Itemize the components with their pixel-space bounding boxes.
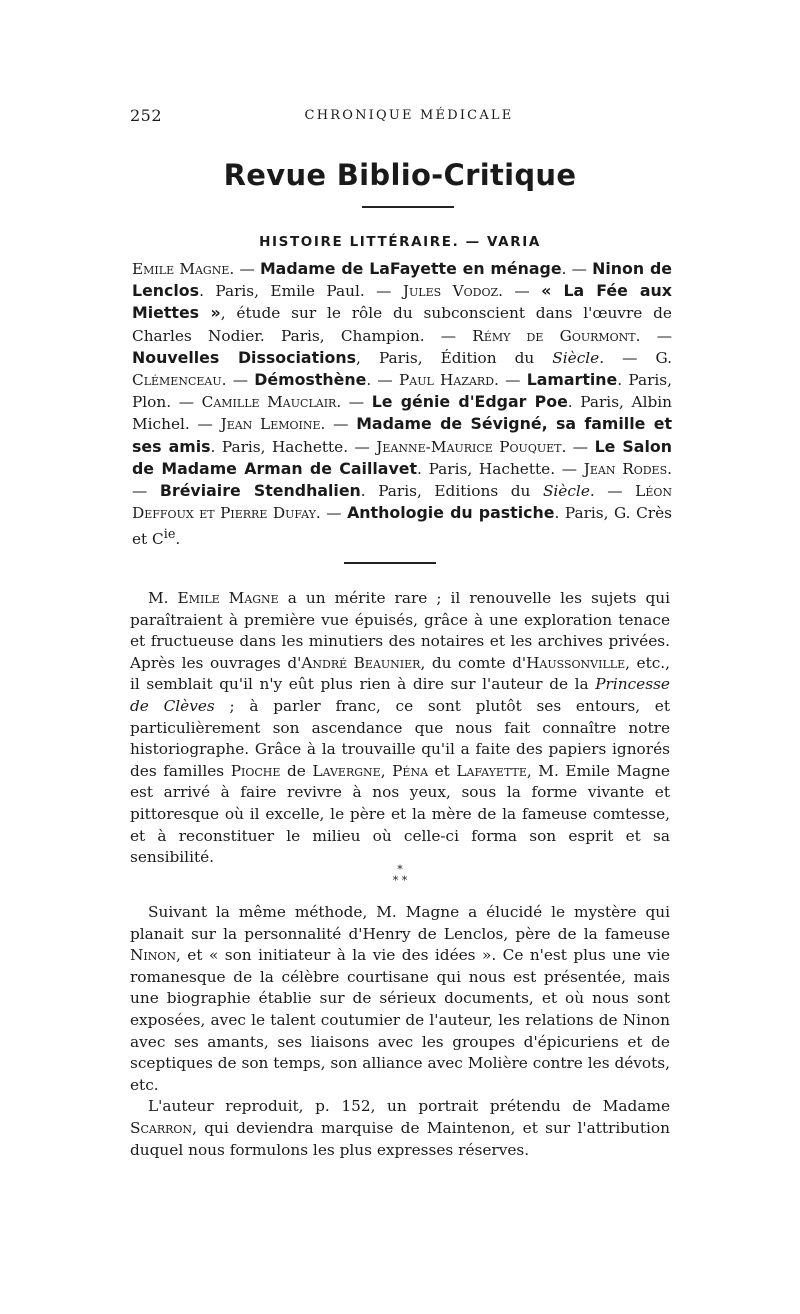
text-run: , <box>380 761 393 780</box>
biblio-author: Jean Lemoine <box>220 415 321 434</box>
text-run: , et « son initiateur à la vie des idées ». Ce n'est plus une vie romanesque de la célèbre courtisane qui nous est présentée, mais une biographie établie sur de sérieux documents, et où nous sont exposées, avec le talent coutumier de l'auteur, les relations de Ninon avec ses amants, ses liaisons avec les groupes d'épicuriens et de sceptiques de son temps, son alliance avec Molière contre les dévots, etc. <box>130 946 670 1094</box>
biblio-author: Léon Deffoux et Pierre Dufay <box>132 482 672 523</box>
biblio-publisher: . Paris, G. Crès et C <box>132 504 672 549</box>
biblio-title: Le génie d'Edgar Poe <box>371 392 568 412</box>
biblio-author: Paul Hazard <box>398 371 495 390</box>
asterism-bottom: * * <box>392 874 408 887</box>
biblio-publisher: . Paris, Emile Paul. — <box>199 282 403 301</box>
text-run: L'auteur reproduit, p. 152, un portrait prétendu de Madame <box>148 1097 670 1116</box>
biblio-sep: . — <box>494 371 527 390</box>
biblio-publisher: . Paris, Editions du <box>360 482 543 501</box>
title-divider <box>362 206 454 208</box>
biblio-sep: . — <box>635 326 672 345</box>
biblio-title: Démosthène <box>254 370 367 390</box>
biblio-sep: . — <box>561 260 593 278</box>
running-head: CHRONIQUE MÉDICALE <box>304 108 514 123</box>
biblio-author: G. Clémenceau <box>132 348 672 390</box>
biblio-sep: . — <box>132 459 672 501</box>
biblio-title: « La Fée aux Miettes » <box>132 281 672 323</box>
page-header <box>130 106 688 130</box>
biblio-publisher: . Paris, Plon. — <box>132 371 673 412</box>
page-title: Revue Biblio-Critique <box>223 158 577 192</box>
bibliography-list <box>132 258 672 551</box>
paragraph-1 <box>130 588 670 869</box>
text-run: , qui deviendra marquise de Maintenon, et sur l'attribution duquel nous formulons les plus expresses réserves. <box>130 1118 670 1159</box>
paragraph-3 <box>130 1096 670 1161</box>
biblio-sep: — <box>594 482 636 501</box>
name-smallcaps: Péna <box>392 761 429 780</box>
name-smallcaps: Scarron <box>130 1118 193 1137</box>
biblio-title: Lamartine <box>526 370 618 390</box>
biblio-author: Jean Rodes <box>583 459 668 478</box>
asterism <box>0 864 800 886</box>
biblio-title: Madame de Sévigné, sa famille et ses amis <box>132 414 672 456</box>
biblio-sep: . — <box>320 415 357 434</box>
biblio-sep: . — <box>498 282 542 301</box>
section-divider <box>344 562 436 564</box>
biblio-title: Madame de LaFayette en ménage <box>259 259 562 278</box>
biblio-final: . <box>175 530 181 549</box>
biblio-sep: . — <box>229 260 260 278</box>
biblio-publisher: . Paris, Hachette. — <box>417 459 584 478</box>
name-smallcaps: Haussonville <box>526 653 626 672</box>
text-run: Suivant la même méthode, M. Magne a élucidé le mystère qui planait sur la personnalité d'Henry de Lenclos, père de la fameuse <box>130 903 670 943</box>
biblio-author: Jules Vodoz <box>402 282 499 301</box>
text-run: et <box>428 761 457 780</box>
text-run: a un mérite rare ; il renouvelle les sujets qui paraîtraient à première vue épuisés, grâce à une exploration tenace et fructueuse dans les minutiers des notaires et les archives privées. Après les ouvrages d' <box>130 589 670 672</box>
asterism-top: * <box>397 863 403 876</box>
text-run: de <box>280 761 313 780</box>
text-run: ; à parler franc, ce sont plutôt ses entours, et particulièrement son ascendance que nous fait connaître notre historiographe. Grâce à la trouvaille qu'il a faite des papiers ignorés des familles <box>130 696 670 780</box>
biblio-author: Jeanne-Maurice Pouquet <box>376 437 562 456</box>
biblio-italic: Siècle <box>552 348 600 367</box>
biblio-title: Le Salon de Madame Arman de Caillavet <box>132 436 672 478</box>
biblio-title: Anthologie du pastiche <box>347 503 555 523</box>
text-run: , etc., il semblait qu'il n'y eût plus rien à dire sur l'auteur de la <box>130 653 671 694</box>
name-smallcaps: Emile Magne <box>177 589 279 607</box>
text-run: , M. Emile Magne est arrivé à faire revivre à nos yeux, sous la forme vivante et pittoresque où il excelle, le père et la mère de la fameuse comtesse, et à reconstituer le milieu où celle-ci forma son esprit et sa sensibilité. <box>130 761 670 867</box>
section-heading: HISTOIRE LITTÉRAIRE. — VARIA <box>259 234 541 250</box>
name-smallcaps: Ninon <box>130 946 176 965</box>
book-title-italic: Princesse de Clèves <box>130 675 670 715</box>
name-smallcaps: André Beaunier <box>301 653 421 672</box>
biblio-title: Bréviaire Stendhalien <box>159 481 361 501</box>
text-run: , du comte d' <box>420 653 527 672</box>
biblio-sep: . — <box>561 437 595 456</box>
biblio-sep: . — <box>221 371 255 390</box>
name-smallcaps: Pioche <box>230 761 281 780</box>
biblio-italic: Siècle <box>542 482 590 501</box>
biblio-author: Emile Magne <box>132 260 230 278</box>
name-smallcaps: Lavergne <box>312 761 381 780</box>
biblio-publisher: . Paris, Albin Michel. — <box>132 393 672 434</box>
text-run: M. <box>148 589 178 607</box>
biblio-publisher: . Paris, Hachette. — <box>210 437 377 456</box>
biblio-dot: . <box>589 482 595 501</box>
biblio-publisher: , étude sur le rôle du subconscient dans l'œuvre de Charles Nodier. Paris, Champion. — <box>132 304 672 345</box>
biblio-sep: . — <box>336 393 372 412</box>
biblio-sep: . — <box>315 504 348 523</box>
biblio-publisher: , Paris, Édition du <box>356 348 553 367</box>
biblio-publisher: . — <box>366 371 399 390</box>
paragraph-2 <box>130 902 670 1161</box>
page-number: 252 <box>130 106 163 125</box>
name-smallcaps: Lafayette <box>456 761 527 780</box>
biblio-superscript: ie <box>163 527 176 543</box>
biblio-author: Camille Mauclair <box>201 393 337 412</box>
biblio-sep: . — <box>599 348 656 367</box>
biblio-author: Rémy de Gourmont <box>472 326 636 345</box>
biblio-title: Nouvelles Dissociations <box>132 347 357 367</box>
biblio-title: Ninon de Lenclos <box>132 259 672 301</box>
